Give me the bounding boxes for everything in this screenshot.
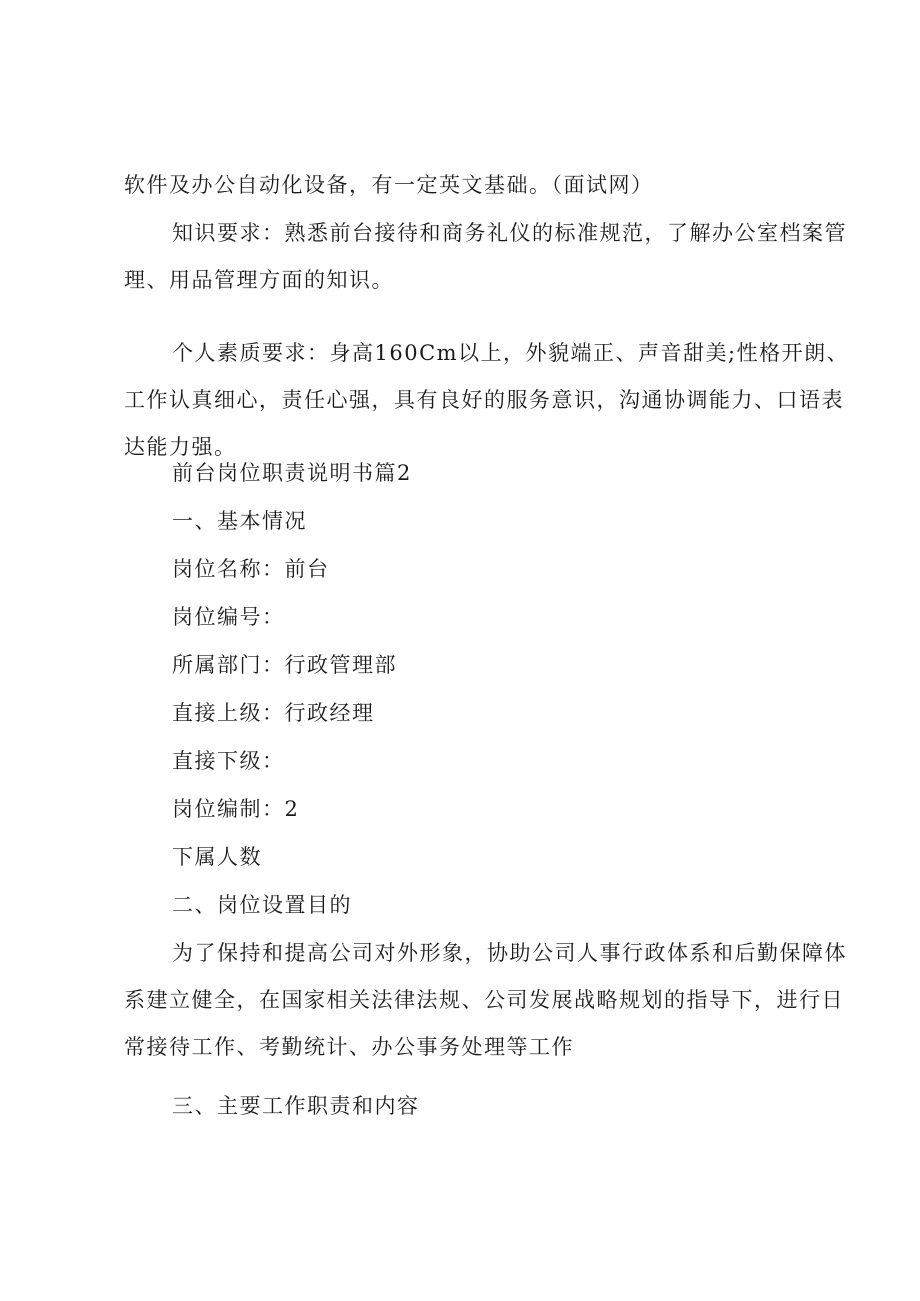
paragraph-office-software (124, 162, 804, 209)
text-line: 系建立健全，在国家相关法律法规、公司发展战略规划的指导下，进行日 (124, 988, 844, 1012)
text-line: 所属部门：行政管理部 (172, 653, 397, 677)
section-heading-basic-info (124, 498, 804, 545)
text-line: 知识要求：熟悉前台接待和商务礼仪的标准规范，了解办公室档案管 (172, 221, 847, 245)
field-position-name (124, 546, 804, 593)
text-line: 达能力强。 (124, 435, 237, 459)
text-line: 为了保持和提高公司对外形象，协助公司人事行政体系和后勤保障体 (172, 941, 847, 965)
section-heading-main-duties (124, 1083, 804, 1130)
text-line: 岗位编制：2 (172, 797, 300, 821)
field-headcount (124, 786, 804, 833)
field-direct-superior (124, 690, 804, 737)
section-heading-purpose (124, 882, 804, 929)
text-line: 工作认真细心，责任心强，具有良好的服务意识，沟通协调能力、口语表 (124, 388, 844, 412)
text-line: 前台岗位职责说明书篇2 (172, 461, 412, 485)
field-department (124, 642, 804, 689)
paragraph-knowledge-requirements (124, 210, 847, 304)
text-line: 个人素质要求：身高160Cm以上，外貌端正、声音甜美;性格开朗、 (172, 341, 850, 365)
text-line: 直接下级： (172, 749, 285, 773)
paragraph-purpose-body (124, 930, 847, 1071)
section-heading-article-2 (124, 450, 804, 497)
text-line: 理、用品管理方面的知识。 (124, 268, 394, 292)
field-subordinates-count (124, 834, 804, 881)
text-line: 常接待工作、考勤统计、办公事务处理等工作 (124, 1035, 574, 1059)
field-direct-subordinate (124, 738, 804, 785)
text-line: 一、基本情况 (172, 509, 307, 533)
text-line: 直接上级：行政经理 (172, 701, 375, 725)
text-line: 三、主要工作职责和内容 (172, 1094, 420, 1118)
text-line: 岗位编号： (172, 605, 285, 629)
text-line: 下属人数 (172, 845, 262, 869)
text-line: 岗位名称：前台 (172, 557, 330, 581)
text-line: 软件及办公自动化设备，有一定英文基础。（面试网） (124, 173, 654, 197)
field-position-number (124, 594, 804, 641)
text-line: 二、岗位设置目的 (172, 893, 352, 917)
